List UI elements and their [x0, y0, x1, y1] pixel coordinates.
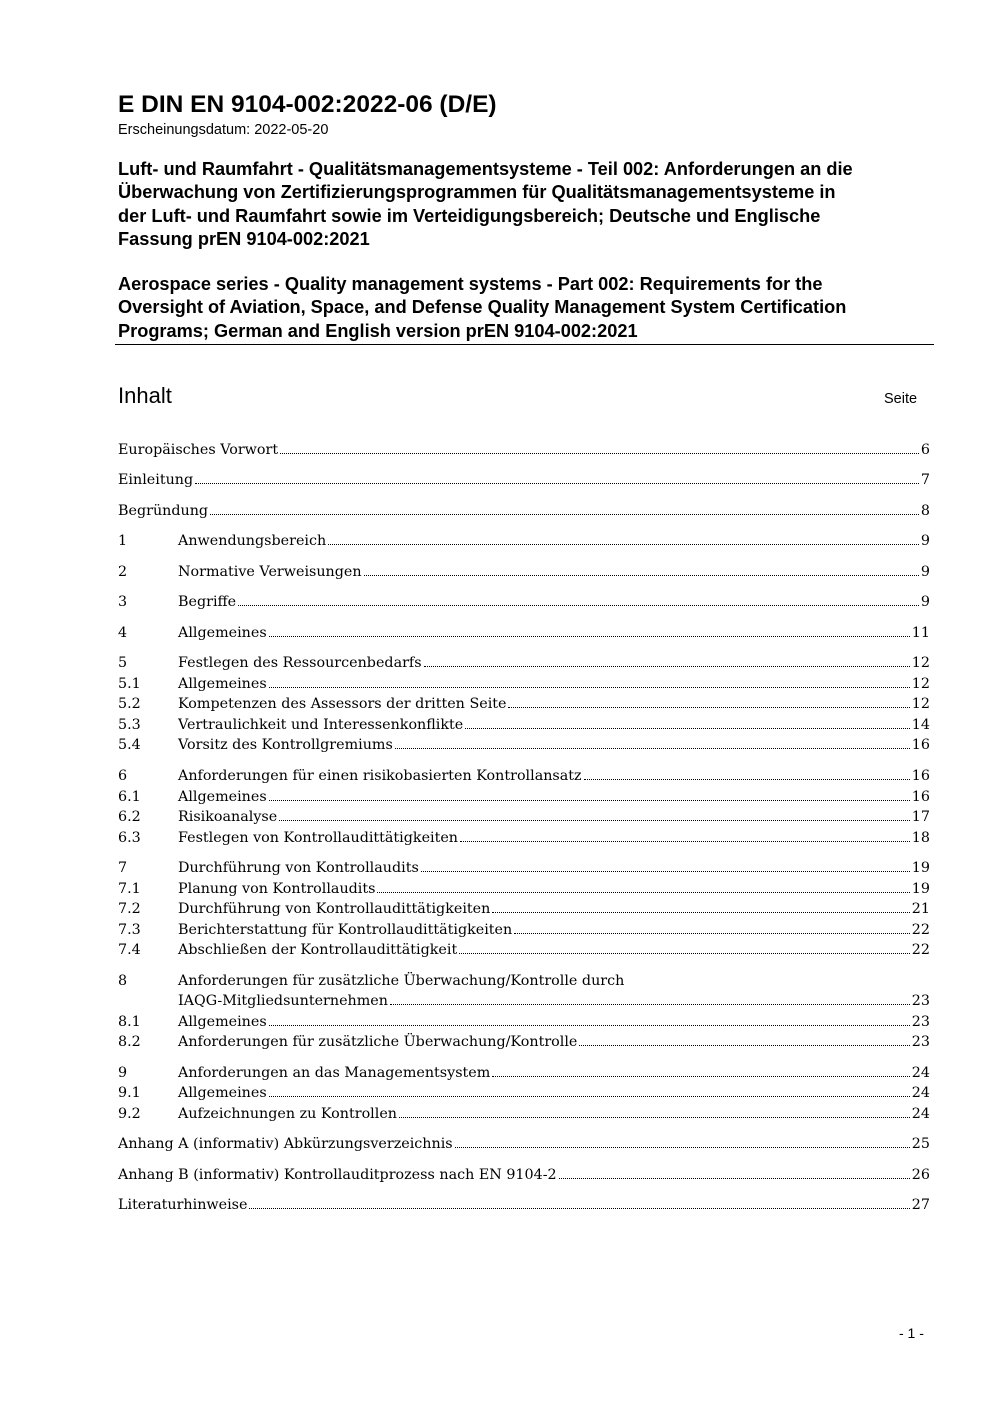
toc-dot-leader — [395, 743, 910, 749]
toc-dot-leader — [421, 866, 910, 872]
toc-entry[interactable] — [118, 530, 930, 552]
toc-entry-number: 8 — [118, 973, 128, 989]
toc-entry-title: Anforderungen an das Managementsystem — [178, 1065, 491, 1081]
toc-entry[interactable] — [118, 561, 930, 583]
toc-dot-leader — [238, 600, 919, 606]
toc-entry[interactable] — [118, 939, 930, 961]
toc-entry-number: 3 — [118, 594, 128, 610]
toc-entry[interactable] — [118, 970, 930, 992]
toc-dot-leader — [210, 509, 919, 515]
toc-entry-page: 27 — [911, 1197, 930, 1213]
toc-entry-title: Durchführung von Kontrollaudits — [178, 860, 419, 876]
toc-entry-number: 5.2 — [118, 696, 141, 712]
toc-dot-leader — [279, 815, 910, 821]
toc-entry[interactable] — [118, 1031, 930, 1053]
toc-dot-leader — [559, 1173, 910, 1179]
toc-entry-page: 24 — [911, 1065, 930, 1081]
toc-dot-leader — [460, 836, 910, 842]
toc-entry[interactable] — [118, 1164, 930, 1186]
toc-dot-leader — [269, 795, 910, 801]
toc-entry-number: 5.4 — [118, 737, 141, 753]
toc-entry-page: 26 — [911, 1167, 930, 1183]
toc-entry-page: 21 — [911, 901, 930, 917]
toc-entry-title: Vorsitz des Kontrollgremiums — [178, 737, 393, 753]
toc-entry-title: Planung von Kontrollaudits — [178, 881, 376, 897]
toc-entry[interactable] — [118, 827, 930, 849]
toc-dot-leader — [424, 661, 910, 667]
toc-entry[interactable] — [118, 786, 930, 808]
toc-dot-leader — [269, 1091, 910, 1097]
toc-entry-number: 7.3 — [118, 922, 141, 938]
toc-entry-title: Anwendungsbereich — [178, 533, 327, 549]
toc-entry-title: Berichterstattung für Kontrollaudittätigkeiten — [178, 922, 513, 938]
toc-dot-leader — [492, 1071, 909, 1077]
toc-entry-page: 7 — [920, 472, 930, 488]
toc-entry-title: Allgemeines — [178, 625, 267, 641]
toc-page-column-label: Seite — [884, 391, 918, 407]
toc-dot-leader — [269, 1020, 910, 1026]
toc-entry-number: 1 — [118, 533, 128, 549]
toc-entry-page: 25 — [911, 1136, 930, 1152]
toc-dot-leader — [249, 1203, 909, 1209]
toc-entry-number: 5.1 — [118, 676, 141, 692]
toc-entry-title: Begründung — [118, 503, 209, 519]
toc-entry-number: 2 — [118, 564, 128, 580]
toc-entry-page: 24 — [911, 1106, 930, 1122]
title-line: Überwachung von Zertifizierungsprogrammen für Qualitätsmanagementsysteme in — [118, 182, 836, 203]
toc-dot-leader — [390, 999, 910, 1005]
toc-dot-leader — [364, 570, 919, 576]
toc-entry-page: 11 — [911, 625, 930, 641]
title-line: Programs; German and English version prEN 9104-002:2021 — [118, 320, 638, 341]
toc-entry[interactable] — [118, 652, 930, 674]
toc-entry-page: 16 — [911, 737, 930, 753]
toc-entry-title: Allgemeines — [178, 676, 267, 692]
toc-dot-leader — [514, 928, 910, 934]
toc-entry-page: 23 — [911, 1014, 930, 1030]
footer-page-number: - 1 - — [899, 1325, 924, 1341]
toc-entry-page: 18 — [911, 830, 930, 846]
document-id: E DIN EN 9104-002:2022-06 (D/E) — [118, 91, 497, 118]
toc-entry-page: 12 — [911, 676, 930, 692]
toc-entry-page: 9 — [920, 594, 930, 610]
toc-entry[interactable] — [118, 765, 930, 787]
toc-entry-title: Begriffe — [178, 594, 237, 610]
toc-entry-number: 7 — [118, 860, 128, 876]
toc-entry-title: Anhang A (informativ) Abkürzungsverzeichnis — [118, 1136, 453, 1152]
toc-dot-leader — [195, 478, 919, 484]
title-line: Fassung prEN 9104-002:2021 — [118, 229, 370, 250]
toc-dot-leader — [280, 448, 919, 454]
toc-entry-title: Risikoanalyse — [178, 809, 278, 825]
toc-dot-leader — [579, 1040, 909, 1046]
toc-entry-title: Anforderungen für zusätzliche Überwachung/Kontrolle durch — [178, 973, 625, 989]
toc-entry-page: 24 — [911, 1085, 930, 1101]
toc-entry-page: 19 — [911, 881, 930, 897]
toc-entry-number: 9.2 — [118, 1106, 141, 1122]
toc-entry[interactable] — [118, 919, 930, 941]
toc-entry[interactable] — [118, 1082, 930, 1104]
toc-entry-page: 14 — [911, 717, 930, 733]
title-line: Oversight of Aviation, Space, and Defense Quality Management System Certification — [118, 297, 847, 318]
toc-entry-title: Anforderungen für zusätzliche Überwachung/Kontrolle — [178, 1034, 578, 1050]
toc-entry-page: 23 — [911, 1034, 930, 1050]
toc-entry-number: 6.3 — [118, 830, 141, 846]
toc-entry-title: Allgemeines — [178, 1085, 267, 1101]
toc-dot-leader — [492, 907, 909, 913]
title-line: Aerospace series - Quality management systems - Part 002: Requirements for the — [118, 274, 823, 294]
toc-entry-page: 8 — [920, 503, 930, 519]
toc-entry[interactable] — [118, 1062, 930, 1084]
toc-dot-leader — [328, 539, 919, 545]
toc-dot-leader — [269, 682, 910, 688]
toc-entry-title: Anhang B (informativ) Kontrollauditprozess nach EN 9104-2 — [118, 1167, 557, 1183]
title-line: der Luft- und Raumfahrt sowie im Verteidigungsbereich; Deutsche und Englische — [118, 205, 821, 226]
toc-entry-page: 9 — [920, 533, 930, 549]
toc-entry[interactable] — [118, 898, 930, 920]
toc-entry[interactable] — [118, 857, 930, 879]
toc-entry-title: Abschließen der Kontrollaudittätigkeit — [178, 942, 458, 958]
toc-entry[interactable] — [118, 1194, 930, 1216]
toc-entry-title: Vertraulichkeit und Interessenkonflikte — [178, 717, 464, 733]
toc-dot-leader — [377, 887, 909, 893]
toc-entry-number: 9 — [118, 1065, 128, 1081]
toc-entry-number: 5 — [118, 655, 128, 671]
toc-dot-leader — [269, 631, 910, 637]
toc-dot-leader — [399, 1112, 910, 1118]
toc-entry-page: 12 — [911, 696, 930, 712]
toc-entry[interactable] — [118, 439, 930, 461]
toc-heading: Inhalt — [118, 383, 172, 408]
toc-entry-page: 22 — [911, 942, 930, 958]
toc-entry-page: 23 — [911, 993, 930, 1009]
toc-entry-number: 6.2 — [118, 809, 141, 825]
toc-entry-number: 8.2 — [118, 1034, 141, 1050]
toc-entry-page: 17 — [911, 809, 930, 825]
toc-entry-title: Europäisches Vorwort — [118, 442, 279, 458]
toc-dot-leader — [459, 948, 910, 954]
toc-entry-title: Anforderungen für einen risikobasierten Kontrollansatz — [178, 768, 582, 784]
toc-entry[interactable] — [118, 622, 930, 644]
toc-dot-leader — [508, 702, 909, 708]
toc-entry[interactable] — [118, 673, 930, 695]
toc-entry[interactable] — [118, 806, 930, 828]
toc-entry-number: 6.1 — [118, 789, 141, 805]
toc-entry-page: 22 — [911, 922, 930, 938]
title-german — [118, 158, 938, 252]
toc-entry-title: Literaturhinweise — [118, 1197, 248, 1213]
toc-entry-title: Einleitung — [118, 472, 194, 488]
toc-dot-leader — [465, 723, 910, 729]
toc-entry-title: Normative Verweisungen — [178, 564, 362, 580]
toc-entry-number: 9.1 — [118, 1085, 141, 1101]
toc-entry-number: 7.4 — [118, 942, 141, 958]
toc-entry-number: 8.1 — [118, 1014, 141, 1030]
toc-entry[interactable] — [118, 591, 930, 613]
toc-dot-leader — [455, 1142, 910, 1148]
toc-entry-title: Allgemeines — [178, 1014, 267, 1030]
title-line: Luft- und Raumfahrt - Qualitätsmanagementsysteme - Teil 002: Anforderungen an die — [118, 159, 853, 179]
toc-entry[interactable] — [118, 469, 930, 491]
toc-entry-page: 16 — [911, 768, 930, 784]
toc-entry-page: 19 — [911, 860, 930, 876]
toc-entry-title: Festlegen des Ressourcenbedarfs — [178, 655, 422, 671]
toc-entry[interactable] — [118, 878, 930, 900]
toc-entry[interactable] — [118, 1133, 930, 1155]
toc-dot-leader — [584, 774, 910, 780]
toc-entry[interactable] — [118, 734, 930, 756]
toc-entry-title: Kompetenzen des Assessors der dritten Seite — [178, 696, 507, 712]
toc-entry[interactable] — [118, 1011, 930, 1033]
toc-entry-number: 7.1 — [118, 881, 141, 897]
toc-entry-page: 6 — [920, 442, 930, 458]
toc-entry-title: Allgemeines — [178, 789, 267, 805]
toc-entry-number: 4 — [118, 625, 128, 641]
toc-entry[interactable] — [118, 693, 930, 715]
toc-entry-number: 6 — [118, 768, 128, 784]
toc-entry-page: 9 — [920, 564, 930, 580]
toc-entry-title: Durchführung von Kontrollaudittätigkeiten — [178, 901, 491, 917]
header-divider — [115, 344, 934, 345]
toc-entry-page: 16 — [911, 789, 930, 805]
toc-entry[interactable] — [118, 990, 930, 1012]
publication-date: Erscheinungsdatum: 2022-05-20 — [118, 122, 329, 138]
toc-entry-page: 12 — [911, 655, 930, 671]
toc-entry-number: 5.3 — [118, 717, 141, 733]
toc-entry-title: Aufzeichnungen zu Kontrollen — [178, 1106, 397, 1122]
title-english — [118, 273, 938, 343]
toc-entry[interactable] — [118, 500, 930, 522]
toc-entry-title: IAQG-Mitgliedsunternehmen — [178, 993, 388, 1009]
toc-entry[interactable] — [118, 714, 930, 736]
toc-entry-number: 7.2 — [118, 901, 141, 917]
toc-entry[interactable] — [118, 1103, 930, 1125]
toc-entry-title: Festlegen von Kontrollaudittätigkeiten — [178, 830, 459, 846]
